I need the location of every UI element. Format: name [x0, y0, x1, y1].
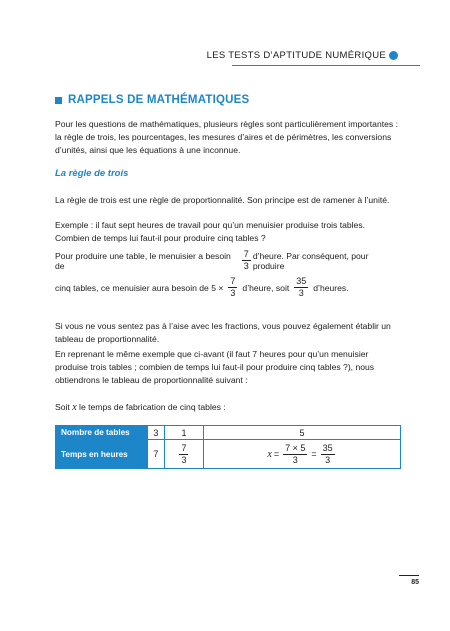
header-dot-icon: [389, 51, 398, 60]
fraction-denominator: 3: [230, 288, 236, 298]
paragraph-4-text: En reprenant le même exemple que ci-avant (il faut 7 heures pour qu’un menuisier produise trois tables ; combien de temps lui faut-il pour produire cinq tables ?), nous obtiendrons le tableau de proportionnalité suivant :: [55, 349, 375, 385]
running-header-title: LES TESTS D’APTITUDE NUMÉRIQUE: [206, 49, 386, 61]
fraction-denominator: 3: [298, 288, 304, 298]
section-heading: [55, 94, 249, 106]
fraction-7-3: [242, 249, 251, 272]
variable-x: x: [72, 402, 77, 413]
equation: [267, 443, 336, 466]
paragraph-1: [55, 194, 400, 207]
math-line-2: [55, 276, 400, 299]
table-cell: 1: [164, 426, 203, 440]
math-line-1: [55, 249, 400, 272]
fraction-numerator: 35: [296, 276, 307, 286]
header-rule: [232, 65, 420, 66]
paragraph-1-text: La règle de trois est une règle de proportionnalité. Son principe est de ramener à l’unité.: [55, 195, 390, 205]
table-cell-equation: [204, 440, 401, 469]
proportionality-table: [55, 425, 401, 469]
math-line-2-after: d’heures.: [313, 282, 349, 293]
intro-text: Pour les questions de mathématiques, plusieurs règles sont particulièrement importantes : la règle de trois, les pourcentages, les mesures d’aires et de périmètres, les conversions d’unités, ainsi que les équations à une inconnue.: [55, 119, 398, 155]
row-label-tables: Nombre de tables: [56, 426, 148, 440]
variable-x: x: [267, 448, 272, 460]
paragraph-2-text: Exemple : il faut sept heures de travail pour qu’un menuisier produise trois tables. Combien de temps lui faut-il pour produire cinq tables ?: [55, 220, 366, 243]
paragraph-2: [55, 219, 400, 245]
paragraph-5: [55, 401, 400, 414]
fraction-35-3: [294, 276, 308, 299]
fraction-numerator: 7 × 5: [285, 442, 306, 453]
fraction-numerator: 7: [181, 442, 187, 453]
fraction-35-3: [321, 443, 335, 466]
fraction-7-3: [179, 443, 188, 466]
page-number: 85: [411, 579, 419, 586]
table-row: [56, 440, 401, 469]
paragraph-4: [55, 348, 400, 387]
table-row: [56, 426, 401, 440]
page-number-rule: [399, 575, 419, 576]
paragraph-5-before: Soit: [55, 402, 70, 412]
section-title: RAPPELS DE MATHÉMATIQUES: [68, 94, 250, 106]
math-line-2-before: cinq tables, ce menuisier aura besoin de 5 ×: [55, 282, 224, 293]
paragraph-5-after: le temps de fabrication de cinq tables :: [79, 402, 226, 412]
row-label-hours: Temps en heures: [56, 440, 148, 469]
fraction-denominator: 3: [181, 454, 187, 465]
fraction-7-3: [228, 276, 237, 299]
table-cell: 5: [204, 426, 401, 440]
paragraph-3: [55, 320, 400, 346]
fraction-7x5-3: [283, 443, 307, 466]
fraction-denominator: 3: [292, 454, 298, 465]
square-bullet-icon: [55, 97, 62, 104]
equals-sign: =: [311, 449, 317, 459]
fraction-numerator: 7: [243, 249, 249, 259]
paragraph-3-text: Si vous ne vous sentez pas à l’aise avec les fractions, vous pouvez également établir un tableau de proportionnalité.: [55, 321, 391, 344]
intro-paragraph: [55, 118, 400, 157]
running-header: [207, 47, 398, 63]
math-line-2-middle: d’heure, soit: [242, 282, 290, 293]
fraction-numerator: 35: [322, 442, 333, 453]
table-cell: 3: [148, 426, 165, 440]
fraction-denominator: 3: [325, 454, 331, 465]
fraction-denominator: 3: [243, 261, 249, 271]
table-cell-fraction: [164, 440, 203, 469]
math-line-1-after: d’heure. Par conséquent, pour produire: [252, 250, 369, 271]
math-line-1-before: Pour produire une table, le menuisier a besoin de: [55, 250, 231, 271]
table-cell: 7: [148, 440, 165, 469]
subheading: La règle de trois: [55, 168, 129, 179]
subheading-block: [55, 167, 400, 180]
equals-sign: =: [273, 449, 280, 459]
fraction-numerator: 7: [230, 276, 236, 286]
